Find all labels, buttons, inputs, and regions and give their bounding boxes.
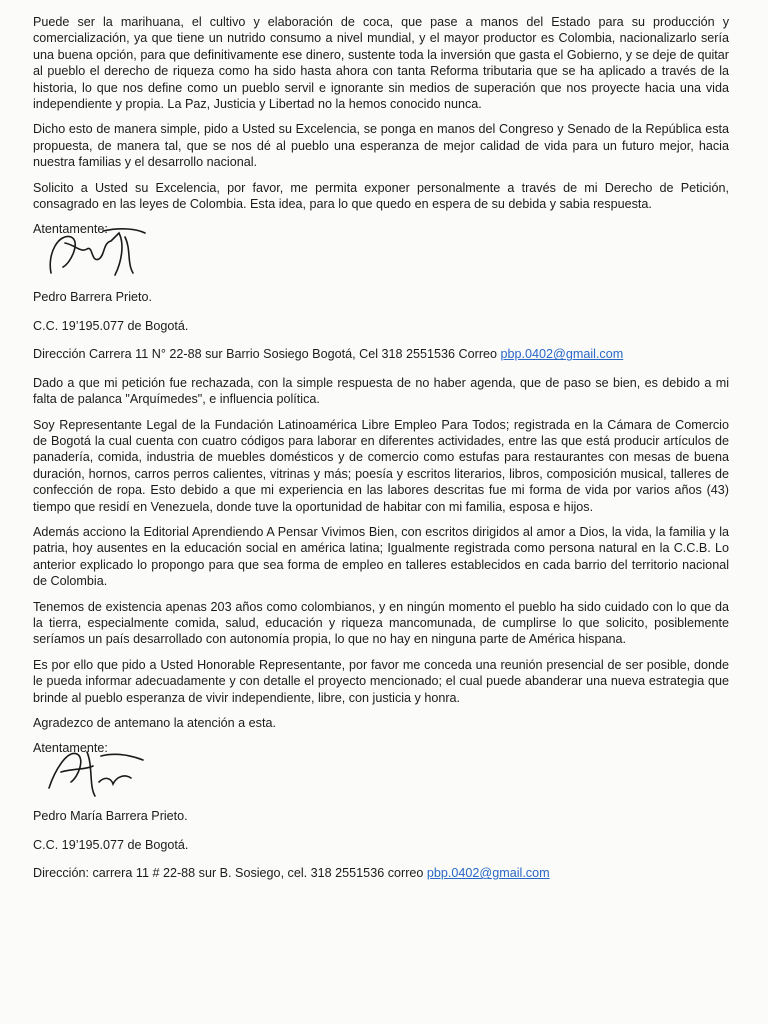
address-line-2	[33, 865, 729, 881]
paragraph-3: Solicito a Usted su Excelencia, por favor, me permita exponer personalmente a través de mi Derecho de Petición, consagrado en las leyes de Colombia. Esta idea, para lo que quedo en espera de su debida y sabia respuesta.	[33, 180, 729, 212]
paragraph-7: Tenemos de existencia apenas 203 años como colombianos, y en ningún momento el pueblo ha sido cuidado con lo que da la tierra, especialmente comida, salud, educación y riqueza mancomunada, de cumplirse lo que solicito, posiblemente seríamos un país desarrollado con autonomía propia, lo que no hay en ninguna parte de América hispana.	[33, 599, 729, 647]
closing-salutation-1: Atentamente:	[33, 222, 108, 237]
signer-name-1: Pedro Barrera Prieto.	[33, 290, 152, 305]
handwritten-signature-2	[41, 742, 151, 802]
signer-name-2: Pedro María Barrera Prieto.	[33, 809, 188, 824]
id-number-1: C.C. 19’195.077 de Bogotá.	[33, 318, 189, 333]
paragraph-1: Puede ser la marihuana, el cultivo y elaboración de coca, que pase a manos del Estado para su producción y comercialización, ya que tiene un nutrido consumo a nivel mundial, y el mayor productor es Colombia, nacionalizarlo sería una buena opción, para que definitivamente ese dinero, sustente toda la inversión que gasta el Gobierno, y se deje de quitar al pueblo el derecho de riqueza como ha sido hasta ahora con tanta Reforma tributaria que se ha aplicado a través de la historia, lo que nos define como un pueblo servil e ignorante sin medios de superación que nos proyecte hacia una vida independiente y propia. La Paz, Justicia y Libertad no la hemos conocido nunca.	[33, 15, 729, 112]
id-number-2: C.C. 19’195.077 de Bogotá.	[33, 837, 189, 852]
address-text-1: Dirección Carrera 11 N° 22-88 sur Barrio Sosiego Bogotá, Cel 318 2551536 Correo	[33, 347, 501, 362]
paragraph-8: Es por ello que pido a Usted Honorable Representante, por favor me conceda una reunión presencial de ser posible, donde le pueda informar adecuadamente y con detalle el proyecto mencionado; el cual puede abanderar una nueva estrategia que brinde al pueblo esperanza de vivir independiente, libre, con justicia y honra.	[33, 657, 729, 705]
address-line-1	[33, 346, 729, 362]
signature-block-2	[33, 740, 729, 802]
closing-salutation-2: Atentamente:	[33, 741, 108, 756]
email-link-1[interactable]: pbp.0402@gmail.com	[500, 347, 624, 362]
paragraph-9: Agradezco de antemano la atención a esta.	[33, 716, 276, 730]
address-text-2: Dirección: carrera 11 # 22-88 sur B. Sosiego, cel. 318 2551536 correo	[33, 866, 427, 881]
paragraph-4: Dado a que mi petición fue rechazada, con la simple respuesta de no haber agenda, que de paso se bien, es debido a mi falta de palanca "Arquímedes", e influencia política.	[33, 375, 729, 407]
paragraph-2: Dicho esto de manera simple, pido a Usted su Excelencia, se ponga en manos del Congreso y Senado de la República esta propuesta, de manera tal, que se nos dé al pueblo una esperanza de mejor calidad de vida para un futuro mejor, hacia nuestra familias y el desarrollo nacional.	[33, 122, 729, 170]
letter-page	[33, 14, 729, 894]
email-link-2[interactable]: pbp.0402@gmail.com	[426, 866, 550, 881]
paragraph-6: Además acciono la Editorial Aprendiendo A Pensar Vivimos Bien, con escritos dirigidos al amor a Dios, la vida, la familia y la patria, hoy ausentes en la educación social en américa latina; Igualmente registrada como persona natural en la C.C.B. Lo anterior explicado lo propongo para que sea forma de empleo en talleres establecidos en cada barrio del territorio nacional de Colombia.	[33, 524, 729, 589]
paragraph-5: Soy Representante Legal de la Fundación Latinoamérica Libre Empleo Para Todos; registrada en la Cámara de Comercio de Bogotá la cual cuenta con cuatro códigos para laborar en diferentes actividades, entre las que está producir artículos de panadería, comida, industria de muebles domésticos y de comercio como estufas para restaurantes con mesas de buena duración, hornos, carros perros calientes, vitrinas y más; poesía y escritos literarios, libros, composición musical, talleres de confección de ropa. Esto debido a que mi experiencia en las labores descritas fue mi forma de vida por varios años (43) tiempo que residí en Venezuela, donde tuve la oportunidad de habitar con mi familia, esposa e hijos.	[33, 417, 729, 514]
signature-block-1	[33, 221, 729, 283]
handwritten-signature-1	[41, 223, 151, 283]
